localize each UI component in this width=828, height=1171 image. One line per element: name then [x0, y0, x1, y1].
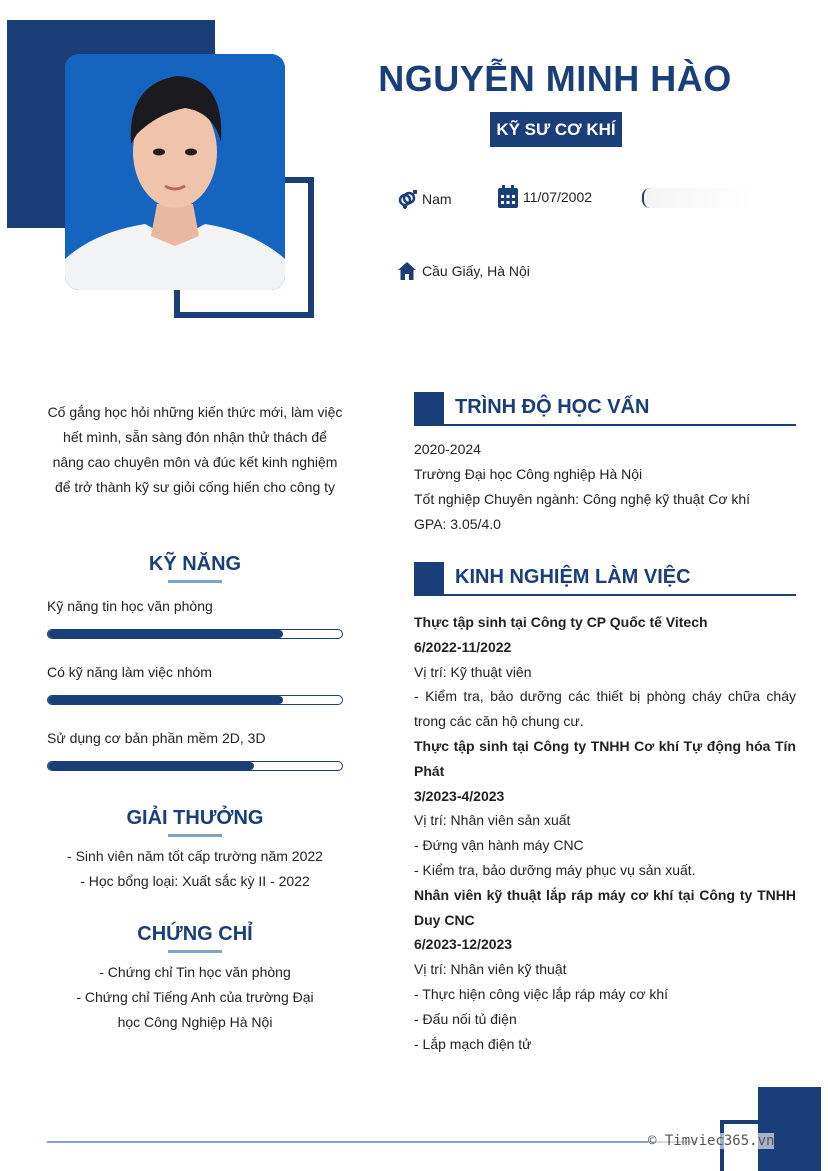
job-line: - Thực hiện công việc lắp ráp máy cơ khí: [414, 985, 669, 1002]
skill-label: Có kỹ năng làm việc nhóm: [47, 664, 212, 680]
section-marker: [414, 392, 444, 424]
job-heading: Thực tập sinh tại Công ty TNHH Cơ khí Tự động hóa Tín Phát: [414, 737, 796, 779]
education-title: TRÌNH ĐỘ HỌC VẤN: [455, 396, 650, 418]
job-line: Vị trí: Nhân viên kỹ thuật: [414, 961, 567, 978]
certificate-item: - Chứng chỉ Tin học văn phòng: [99, 964, 291, 980]
home-icon: [396, 260, 418, 282]
job-line: Vị trí: Nhân viên sản xuất: [414, 812, 571, 829]
experience-title: KINH NGHIỆM LÀM VIỆC: [455, 566, 691, 588]
education-details: [414, 437, 796, 537]
candidate-name: NGUYỄN MINH HÀO: [378, 58, 732, 99]
skill-bar: [47, 761, 343, 771]
dob-info: [497, 186, 592, 208]
phone-icon: [642, 188, 754, 208]
job-period: 3/2023-4/2023: [414, 787, 505, 804]
job-line: - Lắp mạch điện tử: [414, 1035, 532, 1052]
skills-title: KỸ NĂNG: [148, 553, 242, 575]
education-major: Tốt nghiệp Chuyên ngành: Công nghệ kỹ thuật Cơ khí: [414, 491, 751, 507]
job-line: - Đấu nối tủ điện: [414, 1010, 517, 1027]
awards-underline: [168, 834, 222, 837]
job-line: - Kiểm tra, bảo dưỡng máy phục vụ sản xuất.: [414, 861, 696, 878]
phone-info: [642, 188, 754, 208]
awards-title: GIẢI THƯỞNG: [126, 807, 264, 829]
career-objective: Cố gắng học hỏi những kiến thức mới, làm việc hết mình, sẵn sàng đón nhận thử thách để nâng cao chuyên môn và đúc kết kinh nghiệm để trở thành kỹ sư giỏi cống hiến cho công ty: [47, 404, 343, 495]
job-heading: Nhân viên kỹ thuật lắp ráp máy cơ khí tại Công ty TNHH Duy CNC: [414, 886, 796, 928]
job-line: - Kiểm tra, bảo dưỡng các thiết bị phòng cháy chữa cháy trong các căn hộ chung cư.: [414, 688, 796, 730]
experience-details: [414, 610, 796, 1056]
education-gpa: GPA: 3.05/4.0: [414, 516, 501, 532]
address-value: Cầu Giấy, Hà Nội: [422, 263, 530, 279]
awards-list: [47, 844, 343, 894]
certificate-item: - Chứng chỉ Tiếng Anh của trường Đại học Công Nghiệp Hà Nội: [76, 989, 314, 1030]
skill-bar-fill: [48, 762, 254, 770]
avatar-photo: [65, 54, 285, 290]
education-school: Trường Đại học Công nghiệp Hà Nội: [414, 466, 643, 482]
gender-icon: [396, 188, 418, 210]
skill-bar: [47, 695, 343, 705]
skill-label: Sử dụng cơ bản phần mềm 2D, 3D: [47, 730, 266, 746]
gender-value: Nam: [422, 191, 452, 207]
job-period: 6/2023-12/2023: [414, 936, 513, 953]
gender-info: [396, 188, 452, 210]
certificates-title: CHỨNG CHỈ: [137, 923, 253, 945]
certificates-underline: [168, 950, 222, 953]
watermark: © Timviec365.vn: [648, 1133, 775, 1149]
education-period: 2020-2024: [414, 441, 481, 457]
skill-label: Kỹ năng tin học văn phòng: [47, 598, 213, 614]
skills-underline: [168, 580, 222, 583]
job-line: Vị trí: Kỹ thuật viên: [414, 663, 532, 680]
job-line: - Đứng vận hành máy CNC: [414, 837, 584, 854]
skill-bar-fill: [48, 696, 283, 704]
award-item: - Sinh viên năm tốt cấp trường năm 2022: [67, 848, 323, 864]
footer-divider: [47, 1141, 697, 1143]
award-item: - Học bổng loại: Xuất sắc kỳ II - 2022: [80, 873, 310, 889]
calendar-icon: [497, 186, 519, 208]
address-info: [396, 260, 530, 282]
job-heading: Thực tập sinh tại Công ty CP Quốc tế Vitech: [414, 614, 708, 630]
skill-bar-fill: [48, 630, 283, 638]
education-header: [414, 392, 796, 426]
dob-value: 11/07/2002: [523, 189, 593, 205]
job-title-badge: KỸ SƯ CƠ KHÍ: [490, 112, 622, 147]
certificates-list: [47, 960, 343, 1035]
experience-header: [414, 562, 796, 596]
skill-bar: [47, 629, 343, 639]
job-period: 6/2022-11/2022: [414, 638, 512, 655]
section-marker: [414, 562, 444, 594]
